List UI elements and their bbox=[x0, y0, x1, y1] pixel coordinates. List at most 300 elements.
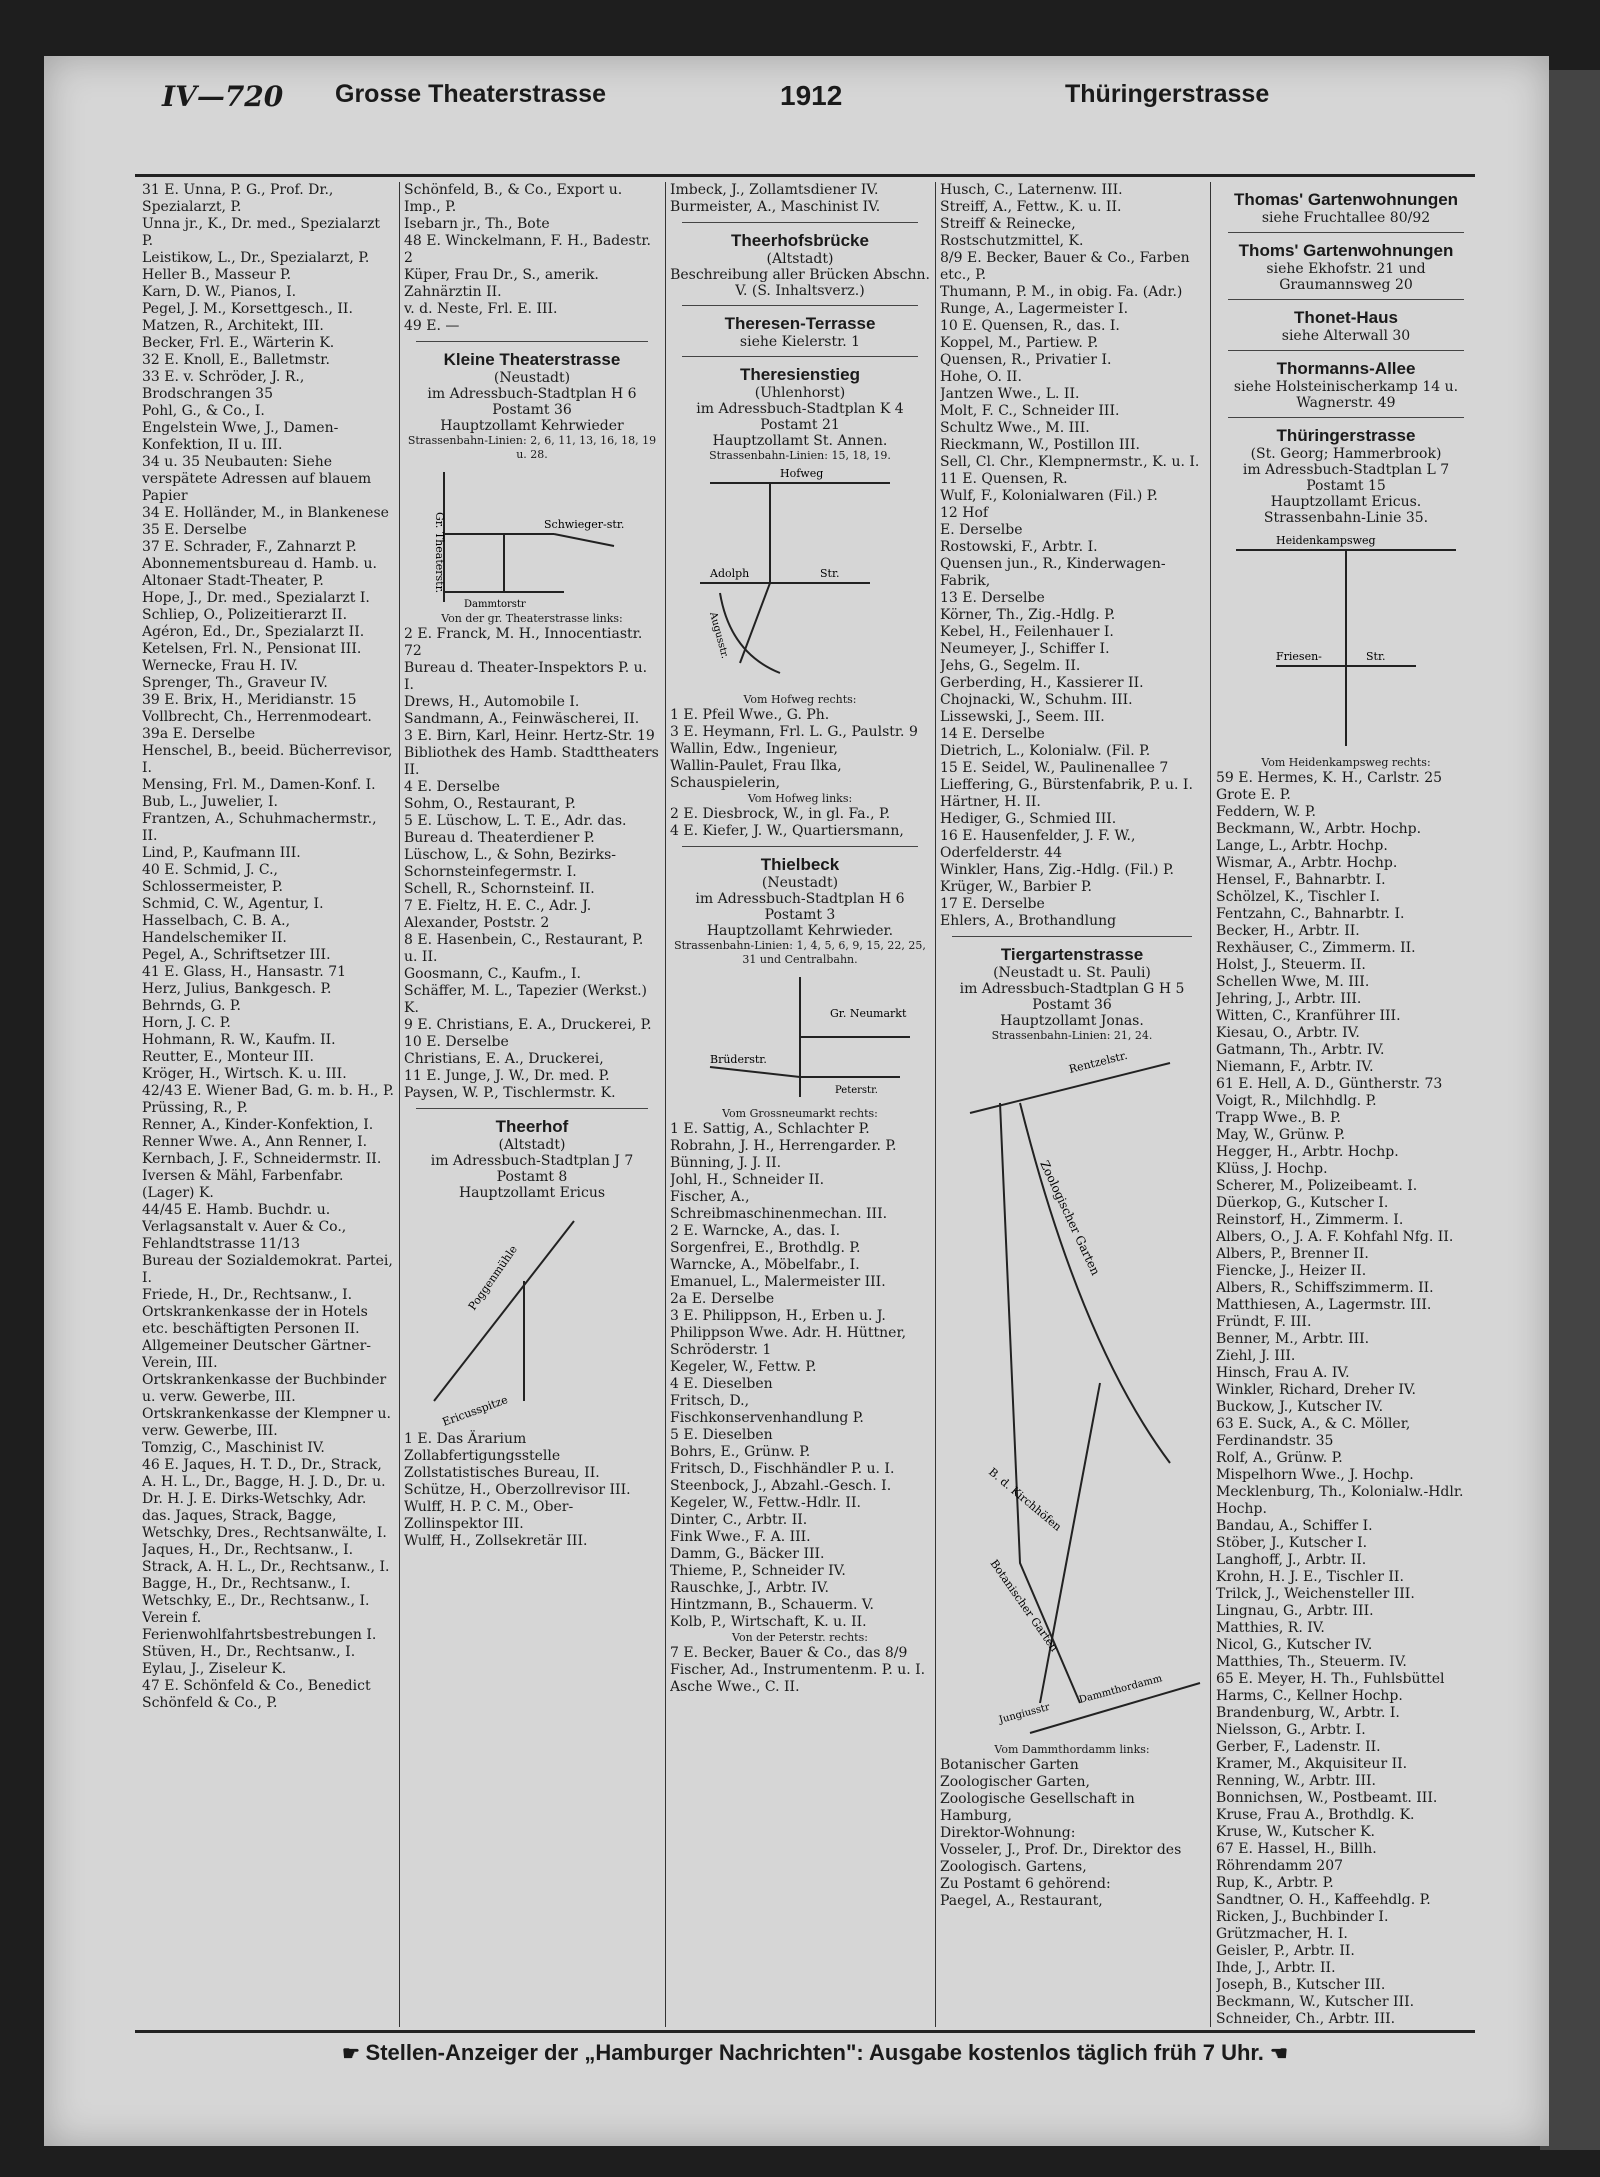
section-rule bbox=[1228, 350, 1464, 351]
directory-entry: Becker, Frl. E., Wärterin K. bbox=[142, 335, 335, 351]
directory-entry: Becker, H., Arbtr. II. bbox=[1216, 923, 1360, 939]
directory-entry: 8 E. Hasenbein, C., Restaurant, P. u. II. bbox=[404, 932, 644, 965]
postamt: Postamt 21 bbox=[760, 417, 840, 433]
street-title: Theerhof bbox=[495, 1117, 569, 1136]
directory-entry: Bureau der Sozialdemokrat. Partei, I. bbox=[142, 1253, 393, 1286]
directory-entry: v. d. Neste, Frl. E. III. bbox=[404, 301, 558, 317]
entry-list bbox=[1216, 770, 1476, 2027]
directory-entry: Schölzel, K., Tischler I. bbox=[1216, 889, 1380, 905]
directory-entry: 67 E. Hassel, H., Billh. Röhrendamm 207 bbox=[1216, 1841, 1377, 1874]
directory-entry: Wallin-Paulet, Frau Ilka, Schauspielerin, bbox=[670, 758, 842, 791]
directory-entry: 13 E. Derselbe bbox=[940, 590, 1045, 606]
directory-entry: Thieme, P., Schneider IV. bbox=[670, 1563, 846, 1579]
street-title: Thomas' Gartenwohnungen bbox=[1233, 190, 1459, 209]
directory-entry: Stöber, J., Kutscher I. bbox=[1216, 1535, 1368, 1551]
directory-entry: Ziehl, J. III. bbox=[1216, 1348, 1296, 1364]
directory-entry: Wismar, A., Arbtr. Hochp. bbox=[1216, 855, 1398, 871]
entry-list bbox=[670, 1121, 930, 1631]
district: (Neustadt u. St. Pauli) bbox=[993, 965, 1151, 981]
directory-entry: Zollstatistisches Bureau, II. bbox=[404, 1465, 600, 1481]
street-map bbox=[670, 967, 930, 1107]
directory-entry: Mispelhorn Wwe., J. Hochp. bbox=[1216, 1467, 1414, 1483]
directory-entry: Herz, Julius, Bankgesch. P. bbox=[142, 981, 332, 997]
zollamt: Hauptzollamt Ericus. bbox=[1270, 494, 1422, 510]
directory-entry: Bohrs, E., Grünw. P. bbox=[670, 1444, 811, 1460]
directory-entry: 12 Hof bbox=[940, 505, 989, 521]
street-map bbox=[404, 1201, 660, 1431]
district: (St. Georg; Hammerbrook) bbox=[1250, 446, 1442, 462]
map-label: Gr. Theaterstr. bbox=[433, 512, 446, 594]
zollamt: Hauptzollamt Ericus bbox=[458, 1185, 606, 1201]
directory-entry: Stüven, H., Dr., Rechtsanw., I. bbox=[142, 1644, 356, 1660]
directory-entry: Matthiesen, A., Lagermstr. III. bbox=[1216, 1297, 1432, 1313]
directory-entry: Agéron, Ed., Dr., Spezialarzt II. bbox=[142, 624, 365, 640]
directory-entry: Brandenburg, W., Arbtr. I. bbox=[1216, 1705, 1400, 1721]
section-rule bbox=[1228, 417, 1464, 418]
entry-list bbox=[940, 182, 1204, 930]
zollamt: Hauptzollamt Kehrwieder. bbox=[706, 923, 894, 939]
directory-entry: Paegel, A., Restaurant, bbox=[940, 1893, 1103, 1909]
section-rule bbox=[682, 846, 918, 847]
directory-entry: Wetschky, E., Dr., Rechtsanw., I. bbox=[142, 1593, 370, 1609]
directory-entry: May, W., Grünw. P. bbox=[1216, 1127, 1346, 1143]
direction-note: Vom Heidenkampsweg rechts: bbox=[1261, 756, 1431, 769]
entry-list bbox=[670, 1645, 930, 1696]
entry-list bbox=[670, 182, 930, 216]
directory-entry: Buckow, J., Kutscher IV. bbox=[1216, 1399, 1384, 1415]
directory-entry: 59 E. Hermes, K. H., Carlstr. 25 bbox=[1216, 770, 1443, 786]
directory-entry: Runge, A., Lagermeister I. bbox=[940, 301, 1129, 317]
reference: siehe Ekhofstr. 21 und Graumannsweg 20 bbox=[1266, 261, 1426, 293]
directory-entry: 2 E. Franck, M. H., Innocentiastr. 72 bbox=[404, 626, 643, 659]
zollamt: Hauptzollamt Jonas. bbox=[1000, 1013, 1144, 1029]
directory-entry: Fentzahn, C., Bahnarbtr. I. bbox=[1216, 906, 1405, 922]
directory-entry: Imbeck, J., Zollamtsdiener IV. bbox=[670, 182, 879, 198]
district: (Neustadt) bbox=[493, 370, 571, 386]
tram-lines: Strassenbahn-Linien: 15, 18, 19. bbox=[709, 449, 891, 462]
directory-entry: Ehlers, A., Brothandlung bbox=[940, 913, 1117, 929]
map-label: Gr. Neumarkt bbox=[830, 1007, 907, 1020]
map-label: Augusstr. bbox=[707, 610, 731, 660]
directory-entry: Matthies, Th., Steuerm. IV. bbox=[1216, 1654, 1407, 1670]
pointing-hand-icon: ☛ bbox=[342, 2043, 366, 2065]
street-title: Theresienstieg bbox=[740, 365, 860, 384]
directory-entry: Hintzmann, B., Schauerm. V. bbox=[670, 1597, 874, 1613]
directory-entry: 5 E. Lüschow, L. T. E., Adr. das. Bureau d. Theaterdiener P. bbox=[404, 813, 627, 846]
directory-entry: Zoologischer Garten, bbox=[940, 1774, 1091, 1790]
district: (Neustadt) bbox=[761, 875, 839, 891]
directory-entry: 41 E. Glass, H., Hansastr. 71 bbox=[142, 964, 347, 980]
map-label: Schwieger-str. bbox=[544, 518, 625, 531]
directory-entry: Kiesau, O., Arbtr. IV. bbox=[1216, 1025, 1360, 1041]
directory-entry: Kegeler, W., Fettw.-Hdlr. II. bbox=[670, 1495, 861, 1511]
directory-entry: 5 E. Dieselben bbox=[670, 1427, 773, 1443]
map-label: Heidenkampsweg bbox=[1276, 534, 1376, 547]
directory-entry: Fritsch, D., Fischkonservenhandlung P. bbox=[670, 1393, 864, 1426]
directory-entry: Matthies, R. IV. bbox=[1216, 1620, 1325, 1636]
directory-entry: 49 E. — bbox=[404, 318, 460, 334]
column-divider bbox=[665, 182, 666, 2027]
tram-lines: Strassenbahn-Linien: 1, 4, 5, 6, 9, 15, 22, 25, 31 und Centralbahn. bbox=[674, 939, 926, 966]
footer-text: Stellen-Anzeiger der „Hamburger Nachrichten": Ausgabe kostenlos täglich früh 7 Uhr. bbox=[365, 2040, 1264, 2065]
directory-entry: Unna jr., K., Dr. med., Spezialarzt P. bbox=[142, 216, 380, 249]
directory-entry: Robrahn, J. H., Herrengarder. P. bbox=[670, 1138, 897, 1154]
directory-entry: Fritsch, D., Fischhändler P. u. I. bbox=[670, 1461, 895, 1477]
column-1 bbox=[142, 182, 394, 2027]
directory-entry: Tomzig, C., Maschinist IV. bbox=[142, 1440, 325, 1456]
directory-entry: Eylau, J., Ziseleur K. bbox=[142, 1661, 287, 1677]
cross-reference-list bbox=[1216, 190, 1476, 418]
directory-entry: Abonnementsbureau d. Hamb. u. Altonaer Stadt-Theater, P. bbox=[142, 556, 377, 589]
directory-entry: Streiff & Reinecke, Rostschutzmittel, K. bbox=[940, 216, 1084, 249]
column-2 bbox=[404, 182, 660, 2027]
directory-entry: Friede, H., Dr., Rechtsanw., I. bbox=[142, 1287, 353, 1303]
street-title: Thormanns-Allee bbox=[1276, 359, 1416, 378]
column-3 bbox=[670, 182, 930, 2027]
street-map bbox=[1216, 526, 1476, 756]
directory-entry: Engelstein Wwe, J., Damen-Konfektion, II u. III. bbox=[142, 420, 339, 453]
directory-entry: Fründt, F. III. bbox=[1216, 1314, 1312, 1330]
zollamt: Hauptzollamt Kehrwieder bbox=[440, 418, 624, 434]
street-map bbox=[940, 1043, 1204, 1743]
directory-entry: Horn, J. C. P. bbox=[142, 1015, 231, 1031]
directory-entry: Jaques, H., Dr., Rechtsanw., I. bbox=[142, 1542, 354, 1558]
directory-entry: 48 E. Winckelmann, F. H., Badestr. 2 bbox=[404, 233, 651, 266]
section-rule bbox=[416, 1108, 648, 1109]
map-ref: im Adressbuch-Stadtplan H 6 bbox=[427, 386, 637, 402]
directory-entry: Schneider, Ch., Arbtr. III. bbox=[1216, 2011, 1396, 2027]
directory-entry: Sell, Cl. Chr., Klempnermstr., K. u. I. bbox=[940, 454, 1200, 470]
column-5 bbox=[1216, 182, 1476, 2027]
directory-entry: Bonnichsen, W., Postbeamt. III. bbox=[1216, 1790, 1438, 1806]
directory-entry: 61 E. Hell, A. D., Güntherstr. 73 bbox=[1216, 1076, 1443, 1092]
directory-entry: Lüschow, L., & Sohn, Bezirks-Schornsteinfegermstr. I. bbox=[404, 847, 617, 880]
directory-entry: 17 E. Derselbe bbox=[940, 896, 1045, 912]
header-rule bbox=[135, 174, 1475, 177]
directory-entry: Matzen, R., Architekt, III. bbox=[142, 318, 324, 334]
directory-entry: Wernecke, Frau H. IV. bbox=[142, 658, 299, 674]
direction-note: Vom Hofweg links: bbox=[747, 792, 853, 805]
entry-list bbox=[670, 707, 930, 792]
directory-entry: Kolb, P., Wirtschaft, K. u. II. bbox=[670, 1614, 867, 1630]
directory-entry: Holst, J., Steuerm. II. bbox=[1216, 957, 1366, 973]
directory-entry: 14 E. Derselbe bbox=[940, 726, 1045, 742]
directory-entry: 33 E. v. Schröder, J. R., Brodschrangen 35 bbox=[142, 369, 305, 402]
directory-entry: Scherer, M., Polizeibeamt. I. bbox=[1216, 1178, 1418, 1194]
directory-entry: Kegeler, W., Fettw. P. bbox=[670, 1359, 817, 1375]
directory-entry: Gerberding, H., Kassierer II. bbox=[940, 675, 1144, 691]
directory-entry: Härtner, H. II. bbox=[940, 794, 1041, 810]
directory-entry: Sprenger, Th., Graveur IV. bbox=[142, 675, 328, 691]
directory-entry: Molt, F. C., Schneider III. bbox=[940, 403, 1120, 419]
directory-entry: Fischer, A., Schreibmaschinenmechan. III. bbox=[670, 1189, 888, 1222]
directory-entry: Lind, P., Kaufmann III. bbox=[142, 845, 301, 861]
directory-entry: Krüger, W., Barbier P. bbox=[940, 879, 1092, 895]
directory-entry: 3 E. Heymann, Frl. L. G., Paulstr. 9 bbox=[670, 724, 918, 740]
street-title: Thüringerstrasse bbox=[1276, 426, 1416, 445]
directory-entry: Heller B., Masseur P. bbox=[142, 267, 292, 283]
directory-entry: Bub, L., Juwelier, I. bbox=[142, 794, 278, 810]
directory-entry: Sandtner, O. H., Kaffeehdlg. P. bbox=[1216, 1892, 1431, 1908]
map-label: Friesen- bbox=[1276, 650, 1322, 663]
map-label: Poggenmühle bbox=[465, 1243, 520, 1313]
directory-entry: 35 E. Derselbe bbox=[142, 522, 247, 538]
directory-entry: Gatmann, Th., Arbtr. IV. bbox=[1216, 1042, 1385, 1058]
directory-entry: Hensel, F., Bahnarbtr. I. bbox=[1216, 872, 1386, 888]
reference: siehe Holsteinischerkamp 14 u. Wagnerstr. 49 bbox=[1233, 379, 1459, 411]
column-4 bbox=[940, 182, 1204, 2027]
directory-entry: 10 E. Derselbe bbox=[404, 1034, 509, 1050]
street-title: Thoms' Gartenwohnungen bbox=[1238, 241, 1454, 260]
map-ref: im Adressbuch-Stadtplan G H 5 bbox=[959, 981, 1185, 997]
directory-entry: Lieffering, G., Bürstenfabrik, P. u. I. bbox=[940, 777, 1193, 793]
directory-entry: Lange, L., Arbtr. Hochp. bbox=[1216, 838, 1388, 854]
directory-entry: Winkler, Hans, Zig.-Hdlg. (Fil.) P. bbox=[940, 862, 1174, 878]
directory-entry: Streiff, A., Fettw., K. u. II. bbox=[940, 199, 1122, 215]
directory-entry: Hediger, G., Schmied III. bbox=[940, 811, 1117, 827]
tram-lines: Strassenbahn-Linien: 21, 24. bbox=[991, 1029, 1153, 1042]
district: (Altstadt) bbox=[766, 251, 834, 267]
directory-entry: Quensen, R., Privatier I. bbox=[940, 352, 1112, 368]
map-label: Dammthordamm bbox=[1077, 1673, 1164, 1706]
directory-entry: Prüssing, R., P. bbox=[142, 1100, 248, 1116]
directory-entry: Kruse, W., Kutscher K. bbox=[1216, 1824, 1376, 1840]
directory-entry: Schönfeld, B., & Co., Export u. Imp., P. bbox=[404, 182, 623, 215]
postamt: Postamt 15 bbox=[1306, 478, 1386, 494]
directory-entry: Wulff, H. P. C. M., Ober-Zollinspektor III. bbox=[404, 1499, 574, 1532]
directory-entry: Rieckmann, W., Postillon III. bbox=[940, 437, 1140, 453]
directory-entry: Hegger, H., Arbtr. Hochp. bbox=[1216, 1144, 1399, 1160]
directory-entry: 42/43 E. Wiener Bad, G. m. b. H., P. bbox=[142, 1083, 394, 1099]
reference: siehe Alterwall 30 bbox=[1281, 328, 1411, 344]
column-divider bbox=[399, 182, 400, 2027]
map-label: Peterstr. bbox=[835, 1085, 878, 1096]
directory-entry: Fink Wwe., F. A. III. bbox=[670, 1529, 811, 1545]
directory-entry: Isebarn jr., Th., Bote bbox=[404, 216, 550, 232]
directory-entry: Rostowski, F., Arbtr. I. bbox=[940, 539, 1098, 555]
directory-entry: Ortskrankenkasse der in Hotels etc. beschäftigten Personen II. bbox=[142, 1304, 368, 1337]
directory-entry: Krohn, H. J. E., Tischler II. bbox=[1216, 1569, 1404, 1585]
directory-entry: 7 E. Fieltz, H. E. C., Adr. J. Alexander, Poststr. 2 bbox=[404, 898, 592, 931]
directory-entry: Kernbach, J. F., Schneidermstr. II. bbox=[142, 1151, 382, 1167]
reference: Beschreibung aller Brücken Abschn. V. (S. Inhaltsverz.) bbox=[670, 267, 930, 299]
directory-entry: Schütze, H., Oberzollrevisor III. bbox=[404, 1482, 631, 1498]
directory-entry: Trapp Wwe., B. P. bbox=[1216, 1110, 1341, 1126]
directory-entry: 3 E. Philippson, H., Erben u. J. Philippson Wwe. Adr. H. Hüttner, Schröderstr. 1 bbox=[670, 1308, 907, 1358]
directory-entry: Langhoff, J., Arbtr. II. bbox=[1216, 1552, 1367, 1568]
directory-entry: Warncke, A., Möbelfabr., I. bbox=[670, 1257, 860, 1273]
map-label: Zoologischer Garten bbox=[1037, 1158, 1103, 1278]
directory-entry: Strack, A. H. L., Dr., Rechtsanw., I. bbox=[142, 1559, 390, 1575]
directory-entry: Wulff, H., Zollsekretär III. bbox=[404, 1533, 588, 1549]
map-label: Str. bbox=[820, 567, 840, 580]
directory-entry: Wallin, Edw., Ingenieur, bbox=[670, 741, 838, 757]
header-year: 1912 bbox=[780, 80, 843, 111]
map-label: Jungiusstr bbox=[997, 1701, 1052, 1726]
directory-entry: Renning, W., Arbtr. III. bbox=[1216, 1773, 1376, 1789]
directory-entry: Joseph, B., Kutscher III. bbox=[1216, 1977, 1386, 1993]
directory-entry: Koppel, M., Partiew. P. bbox=[940, 335, 1099, 351]
directory-entry: Beckmann, W., Kutscher III. bbox=[1216, 1994, 1415, 2010]
directory-entry: Ihde, J., Arbtr. II. bbox=[1216, 1960, 1336, 1976]
directory-entry: Ortskrankenkasse der Klempner u. verw. Gewerbe, III. bbox=[142, 1406, 391, 1439]
section-rule bbox=[1228, 299, 1464, 300]
direction-note: Von der Peterstr. rechts: bbox=[732, 1631, 868, 1644]
directory-entry: Damm, G., Bäcker III. bbox=[670, 1546, 825, 1562]
directory-entry: 11 E. Quensen, R. bbox=[940, 471, 1068, 487]
map-label: Brüderstr. bbox=[710, 1053, 767, 1066]
directory-entry: Ketelsen, Frl. N., Pensionat III. bbox=[142, 641, 362, 657]
directory-entry: Bandau, A., Schiffer I. bbox=[1216, 1518, 1373, 1534]
directory-entry: Rauschke, J., Arbtr. IV. bbox=[670, 1580, 829, 1596]
postamt: Postamt 3 bbox=[764, 907, 836, 923]
directory-entry: Zoologische Gesellschaft in Hamburg, bbox=[940, 1791, 1135, 1824]
directory-entry: Mecklenburg, Th., Kolonialw.-Hdlr. Hochp. bbox=[1216, 1484, 1464, 1517]
directory-entry: Lissewski, J., Seem. III. bbox=[940, 709, 1105, 725]
directory-entry: Verein f. Ferienwohlfahrtsbestrebungen I. bbox=[142, 1610, 377, 1643]
section-rule bbox=[952, 936, 1192, 937]
map-label: Dammtorstr bbox=[464, 599, 526, 610]
reference: siehe Fruchtallee 80/92 bbox=[1261, 210, 1431, 226]
tram-lines: Strassenbahn-Linie 35. bbox=[1263, 510, 1429, 526]
column-divider bbox=[935, 182, 936, 2027]
directory-entry: Witten, C., Kranführer III. bbox=[1216, 1008, 1401, 1024]
street-title: Tiergartenstrasse bbox=[1000, 945, 1144, 964]
directory-entry: Neumeyer, J., Schiffer I. bbox=[940, 641, 1110, 657]
directory-entry: 8/9 E. Becker, Bauer & Co., Farben etc., P. bbox=[940, 250, 1190, 283]
map-ref: im Adressbuch-Stadtplan K 4 bbox=[696, 401, 904, 417]
directory-entry: Albers, O., J. A. F. Kohfahl Nfg. II. bbox=[1216, 1229, 1454, 1245]
directory-entry: Quensen jun., R., Kinderwagen-Fabrik, bbox=[940, 556, 1166, 589]
directory-entry: Pohl, G., & Co., I. bbox=[142, 403, 265, 419]
direction-note: Vom Hofweg rechts: bbox=[743, 693, 857, 706]
directory-entry: Henschel, B., beeid. Bücherrevisor, I. bbox=[142, 743, 393, 776]
directory-entry: 1 E. Pfeil Wwe., G. Ph. bbox=[670, 707, 830, 723]
directory-entry: Dietrich, L., Kolonialw. (Fil. P. bbox=[940, 743, 1151, 759]
directory-entry: Voigt, R., Milchhdlg. P. bbox=[1216, 1093, 1377, 1109]
street-title: Kleine Theaterstrasse bbox=[443, 350, 621, 369]
directory-entry: Behrnds, G. P. bbox=[142, 998, 241, 1014]
directory-entry: Schultz Wwe., M. III. bbox=[940, 420, 1090, 436]
directory-entry: Frantzen, A., Schuhmachermstr., II. bbox=[142, 811, 377, 844]
directory-entry: Emanuel, L., Malermeister III. bbox=[670, 1274, 886, 1290]
directory-entry: Bünning, J. J. II. bbox=[670, 1155, 782, 1171]
zollamt: Hauptzollamt St. Annen. bbox=[712, 433, 888, 449]
map-label: Adolph bbox=[710, 567, 750, 580]
directory-entry: Karn, D. W., Pianos, I. bbox=[142, 284, 297, 300]
directory-entry: 32 E. Knoll, E., Balletmstr. bbox=[142, 352, 330, 368]
map-label: Ericusspitze bbox=[440, 1393, 510, 1429]
directory-entry: Dinter, C., Arbtr. II. bbox=[670, 1512, 808, 1528]
directory-entry: Kebel, H., Feilenhauer I. bbox=[940, 624, 1114, 640]
postamt: Postamt 36 bbox=[492, 402, 572, 418]
directory-entry: Steenbock, J., Abzahl.-Gesch. I. bbox=[670, 1478, 892, 1494]
directory-entry: Albers, P., Brenner II. bbox=[1216, 1246, 1369, 1262]
directory-entry: 39 E. Brix, H., Meridianstr. 15 bbox=[142, 692, 357, 708]
directory-entry: Jantzen Wwe., L. II. bbox=[940, 386, 1080, 402]
directory-entry: 4 E. Dieselben bbox=[670, 1376, 773, 1392]
directory-entry: Rexhäuser, C., Zimmerm. II. bbox=[1216, 940, 1416, 956]
direction-note: Vom Dammthordamm links: bbox=[994, 1743, 1150, 1756]
directory-entry: 4 E. Kiefer, J. W., Quartiersmann, bbox=[670, 823, 904, 839]
map-ref: im Adressbuch-Stadtplan J 7 bbox=[430, 1153, 634, 1169]
directory-entry: Goosmann, C., Kaufm., I. bbox=[404, 966, 581, 982]
directory-entry: 3 E. Birn, Karl, Heinr. Hertz-Str. 19 bbox=[404, 728, 655, 744]
directory-entry: 47 E. Schönfeld & Co., Benedict Schönfeld & Co., P. bbox=[142, 1678, 371, 1711]
directory-entry: Kruse, Frau A., Brothdlg. K. bbox=[1216, 1807, 1415, 1823]
directory-entry: Zu Postamt 6 gehörend: bbox=[940, 1876, 1111, 1892]
directory-entry: 46 E. Jaques, H. T. D., Dr., Strack, A. H. L., Dr., Bagge, H. J. D., Dr. u. Dr. H. J. E. Dirks-Wetschky, Adr. das. Jaques, Strack, Bagge, Wetschky, Dres., Rechtsanwälte, I. bbox=[142, 1457, 387, 1541]
street-title: Theerhofsbrücke bbox=[731, 231, 869, 250]
directory-entry: Schliep, O., Polizeitierarzt II. bbox=[142, 607, 348, 623]
directory-entry: Schellen Wwe, M. III. bbox=[1216, 974, 1370, 990]
directory-entry: Gerber, F., Ladenstr. II. bbox=[1216, 1739, 1381, 1755]
directory-entry: Asche Wwe., C. II. bbox=[670, 1679, 800, 1695]
directory-entry: 40 E. Schmid, J. C., Schlossermeister, P. bbox=[142, 862, 283, 895]
directory-entry: Renner Wwe. A., Ann Renner, I. bbox=[142, 1134, 368, 1150]
page-header bbox=[100, 80, 1520, 130]
directory-entry: Allgemeiner Deutscher Gärtner-Verein, III. bbox=[142, 1338, 371, 1371]
section-rule bbox=[682, 222, 918, 223]
directory-entry: 4 E. Derselbe bbox=[404, 779, 500, 795]
directory-entry: Nielsson, G., Arbtr. I. bbox=[1216, 1722, 1366, 1738]
postamt: Postamt 36 bbox=[1032, 997, 1112, 1013]
directory-entry: 1 E. Sattig, A., Schlachter P. bbox=[670, 1121, 870, 1137]
directory-entry: Winkler, Richard, Dreher IV. bbox=[1216, 1382, 1417, 1398]
map-label: Str. bbox=[1366, 650, 1386, 663]
header-street-right: Thüringerstrasse bbox=[1065, 80, 1270, 108]
directory-entry: Ortskrankenkasse der Buchbinder u. verw. Gewerbe, III. bbox=[142, 1372, 387, 1405]
directory-entry: Burmeister, A., Maschinist IV. bbox=[670, 199, 881, 215]
directory-entry: Rolf, A., Grünw. P. bbox=[1216, 1450, 1343, 1466]
directory-entry: 65 E. Meyer, H. Th., Fuhlsbüttel bbox=[1216, 1671, 1445, 1687]
directory-entry: Kröger, H., Wirtsch. K. u. III. bbox=[142, 1066, 347, 1082]
page-number: IV—720 bbox=[162, 80, 284, 113]
header-street-left: Grosse Theaterstrasse bbox=[335, 80, 606, 108]
section-rule bbox=[682, 356, 918, 357]
directory-entry: Mensing, Frl. M., Damen-Konf. I. bbox=[142, 777, 376, 793]
directory-entry: Hope, J., Dr. med., Spezialarzt I. bbox=[142, 590, 370, 606]
directory-entry: Thumann, P. M., in obig. Fa. (Adr.) bbox=[940, 284, 1183, 300]
directory-entry: Zollabfertigungsstelle bbox=[404, 1448, 561, 1464]
directory-entry: Hasselbach, C. B. A., Handelschemiker II. bbox=[142, 913, 291, 946]
directory-entry: Harms, C., Kellner Hochp. bbox=[1216, 1688, 1403, 1704]
directory-entry: Rup, K., Arbtr. P. bbox=[1216, 1875, 1334, 1891]
directory-entry: E. Derselbe bbox=[940, 522, 1023, 538]
directory-entry: Trilck, J., Weichensteller III. bbox=[1216, 1586, 1415, 1602]
directory-entry: Johl, H., Schneider II. bbox=[670, 1172, 825, 1188]
directory-entry: 37 E. Schrader, F., Zahnarzt P. bbox=[142, 539, 357, 555]
directory-entry: 44/45 E. Hamb. Buchdr. u. Verlagsanstalt v. Auer & Co., Fehlandtstrasse 11/13 bbox=[142, 1202, 347, 1252]
postamt: Postamt 8 bbox=[496, 1169, 568, 1185]
next-page-edge bbox=[1540, 70, 1600, 2150]
directory-entry: 16 E. Hausenfelder, J. F. W., Oderfelderstr. 44 bbox=[940, 828, 1136, 861]
entry-list bbox=[404, 182, 660, 335]
directory-entry: Beckmann, W., Arbtr. Hochp. bbox=[1216, 821, 1422, 837]
directory-entry: Sorgenfrei, E., Brothdlg. P. bbox=[670, 1240, 861, 1256]
directory-entry: Körner, Th., Zig.-Hdlg. P. bbox=[940, 607, 1116, 623]
directory-entry: 15 E. Seidel, W., Paulinenallee 7 bbox=[940, 760, 1169, 776]
street-title: Thonet-Haus bbox=[1294, 308, 1398, 327]
directory-entry: Botanischer Garten bbox=[940, 1757, 1079, 1773]
directory-entry: Benner, M., Arbtr. III. bbox=[1216, 1331, 1370, 1347]
directory-entry: 2 E. Diesbrock, W., in gl. Fa., P. bbox=[670, 806, 891, 822]
directory-entry: Küper, Frau Dr., S., amerik. Zahnärztin II. bbox=[404, 267, 599, 300]
directory-entry: Fiencke, J., Heizer II. bbox=[1216, 1263, 1367, 1279]
section-rule bbox=[682, 305, 918, 306]
direction-note: Vom Grossneumarkt rechts: bbox=[722, 1107, 878, 1120]
directory-entry: Feddern, W. P. bbox=[1216, 804, 1316, 820]
